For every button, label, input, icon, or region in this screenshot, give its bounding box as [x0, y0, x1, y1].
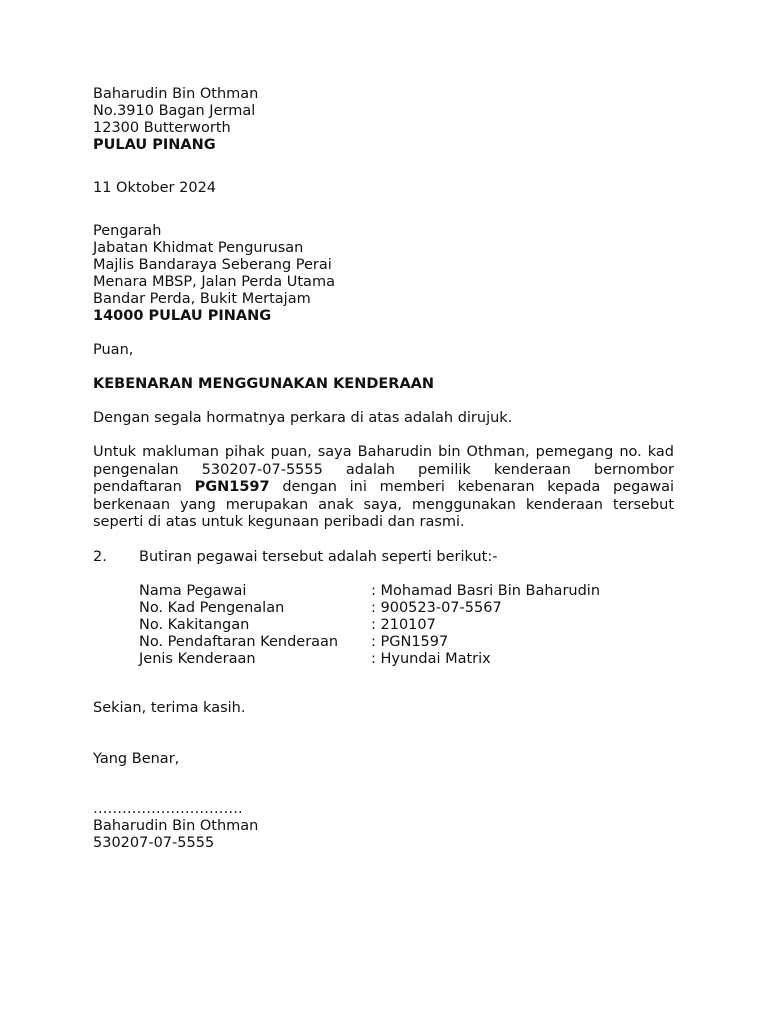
paragraph-1-part1: Untuk makluman pihak puan, saya Baharudin bin Othman, pemegang no. kad pengenalan 530207-07-5555 adalah pemilik kenderaan bernombor pendaftaran: [93, 444, 674, 495]
sender-address-line1: No.3910 Bagan Jermal: [93, 103, 256, 119]
sender-name: Baharudin Bin Othman: [93, 86, 259, 102]
detail-label: Nama Pegawai: [139, 582, 247, 599]
detail-value: : Hyundai Matrix: [371, 650, 491, 667]
signer-ic: 530207-07-5555: [93, 834, 215, 851]
detail-row: [139, 583, 674, 600]
paragraph-2-number: 2.: [93, 548, 107, 565]
recipient-line3: Menara MBSP, Jalan Perda Utama: [93, 274, 335, 290]
closing-remark: Sekian, terima kasih.: [93, 699, 246, 716]
recipient-title: Pengarah: [93, 223, 162, 239]
detail-row: [139, 617, 674, 634]
detail-row: [139, 600, 674, 617]
detail-label: No. Kakitangan: [139, 616, 250, 633]
recipient-line2: Majlis Bandaraya Seberang Perai: [93, 257, 332, 273]
detail-value: : 210107: [371, 616, 436, 633]
letter-date: 11 Oktober 2024: [93, 180, 217, 196]
recipient-line4: Bandar Perda, Bukit Mertajam: [93, 291, 311, 307]
detail-label: Jenis Kenderaan: [139, 650, 256, 667]
subject-heading: KEBENARAN MENGGUNAKAN KENDERAAN: [93, 376, 435, 392]
officer-details: [139, 583, 674, 668]
paragraph-2-text: Butiran pegawai tersebut adalah seperti berikut:-: [139, 548, 498, 565]
paragraph-1: [93, 444, 674, 532]
recipient-address: [93, 223, 674, 325]
detail-label: No. Kad Pengenalan: [139, 599, 285, 616]
sign-off: Yang Benar,: [93, 750, 180, 767]
sender-address-line2: 12300 Butterworth: [93, 120, 231, 136]
detail-value: : 900523-07-5567: [371, 599, 502, 616]
detail-value: : PGN1597: [371, 633, 449, 650]
detail-label: No. Pendaftaran Kenderaan: [139, 633, 339, 650]
registration-number: PGN1597: [194, 479, 270, 495]
sender-state: PULAU PINANG: [93, 137, 216, 153]
detail-row: [139, 634, 674, 651]
recipient-line5: 14000 PULAU PINANG: [93, 308, 272, 324]
paragraph-2: [93, 549, 674, 566]
signature-line: ………………………….: [93, 800, 243, 817]
opening-paragraph: Dengan segala hormatnya perkara di atas adalah dirujuk.: [93, 410, 513, 426]
signer-name: Baharudin Bin Othman: [93, 817, 259, 834]
paragraph-1-part2: dengan ini memberi kebenaran kepada pegawai berkenaan yang merupakan anak saya, menggunakan kenderaan tersebut seperti di atas untuk kegunaan peribadi dan rasmi.: [93, 479, 674, 530]
recipient-line1: Jabatan Khidmat Pengurusan: [93, 240, 304, 256]
letter-page: [93, 86, 674, 852]
detail-row: [139, 651, 674, 668]
detail-value: : Mohamad Basri Bin Baharudin: [371, 582, 601, 599]
salutation: Puan,: [93, 342, 134, 358]
sender-address: [93, 86, 674, 154]
